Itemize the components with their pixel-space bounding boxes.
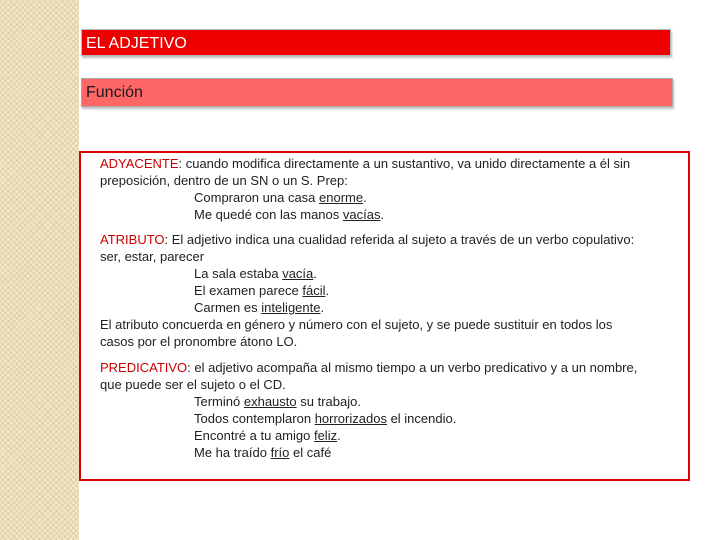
example-line: El examen parece fácil. [194, 283, 330, 298]
decorative-side-strip [0, 0, 79, 540]
atributo-definition-cont: ser, estar, parecer [100, 249, 205, 264]
adyacente-definition-cont: preposición, dentro de un SN o un S. Prep: [100, 173, 348, 188]
predicativo-definition: PREDICATIVO: el adjetivo acompaña al mismo tiempo a un verbo predicativo y a un nombre, [100, 360, 638, 375]
example-line: Me quedé con las manos vacías. [194, 207, 385, 222]
predicativo-definition-cont: que puede ser el sujeto o el CD. [100, 377, 286, 392]
section-subtitle: Función [81, 78, 673, 107]
atributo-note-cont: casos por el pronombre átono LO. [100, 334, 298, 349]
example-line: Encontré a tu amigo feliz. [194, 428, 341, 443]
atributo-term: ATRIBUTO [100, 232, 165, 247]
atributo-definition: ATRIBUTO: El adjetivo indica una cualidad referida al sujeto a través de un verbo copulativo: [100, 232, 635, 247]
example-line: Compraron una casa enorme. [194, 190, 367, 205]
example-line: Me ha traído frío el café [194, 445, 332, 460]
adyacente-definition: ADYACENTE: cuando modifica directamente a un sustantivo, va unido directamente a él sin [100, 156, 631, 171]
example-line: La sala estaba vacía. [194, 266, 317, 281]
content-text [100, 155, 690, 461]
example-line: Carmen es inteligente. [194, 300, 325, 315]
example-line: Terminó exhausto su trabajo. [194, 394, 361, 409]
example-line: Todos contemplaron horrorizados el incendio. [194, 411, 457, 426]
adyacente-term: ADYACENTE [100, 156, 179, 171]
page-title: EL ADJETIVO [81, 29, 671, 56]
predicativo-term: PREDICATIVO [100, 360, 188, 375]
atributo-note: El atributo concuerda en género y número con el sujeto, y se puede sustituir en todos los [100, 317, 613, 332]
